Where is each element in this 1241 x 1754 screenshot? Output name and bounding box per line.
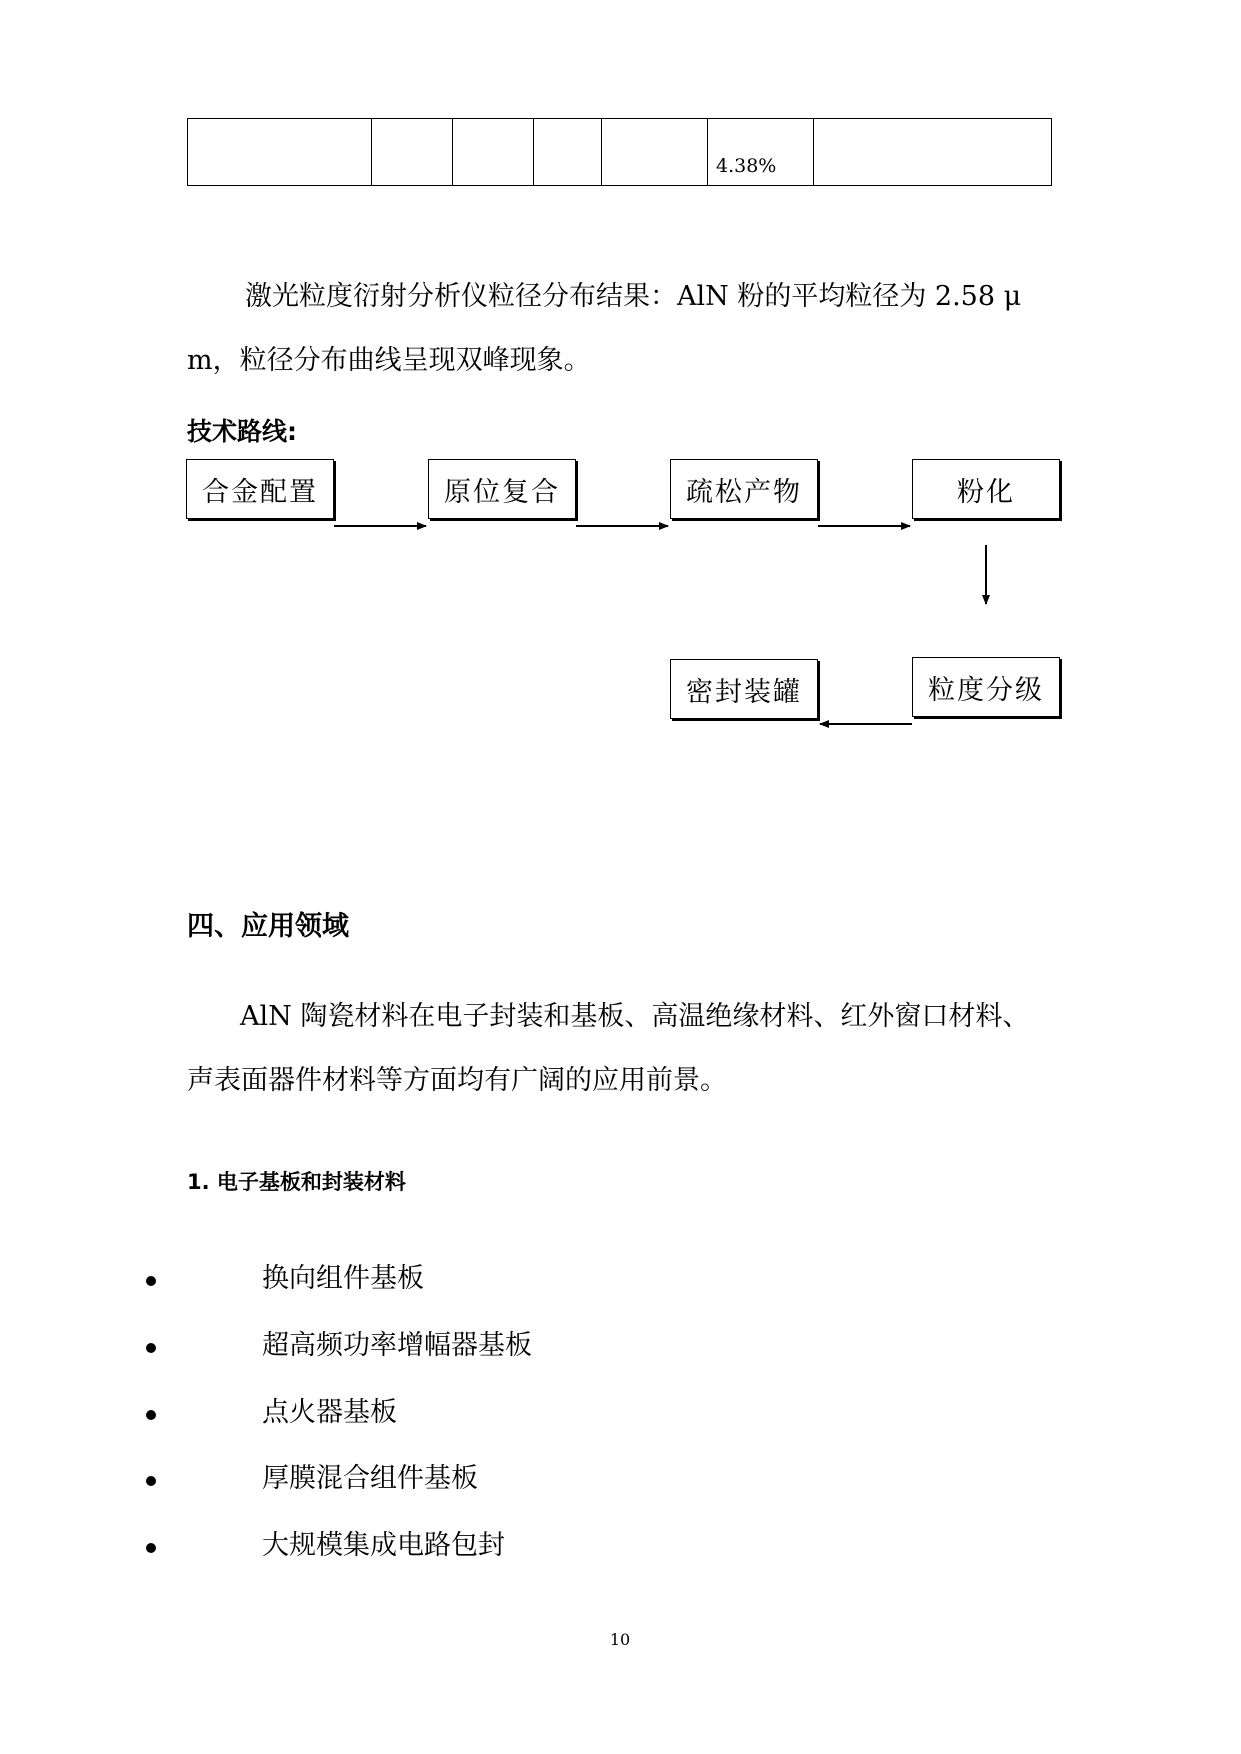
bullet-dot: [146, 1276, 156, 1286]
list-item: 点火器基板: [262, 1397, 397, 1428]
subsection-heading: 1. 电子基板和封装材料: [187, 1170, 406, 1194]
list-item: 超高频功率增幅器基板: [262, 1330, 532, 1361]
table-cell: 4.38%: [708, 119, 814, 186]
bullet-dot: [146, 1476, 156, 1486]
bullet-dot: [146, 1343, 156, 1353]
section-heading: 四、应用领域: [187, 911, 349, 942]
laser-result-line2: m，粒径分布曲线呈现双峰现象。: [187, 345, 591, 376]
list-item: 大规模集成电路包封: [262, 1530, 505, 1561]
flow-step-classify: 粒度分级: [912, 657, 1060, 717]
list-item: 厚膜混合组件基板: [262, 1463, 478, 1494]
tech-route-heading: 技术路线:: [187, 417, 297, 446]
section-para-line2: 声表面器件材料等方面均有广阔的应用前景。: [187, 1065, 727, 1096]
flow-step-seal: 密封装罐: [670, 659, 818, 719]
flow-step-loose: 疏松产物: [670, 459, 818, 519]
laser-result-line1: 激光粒度衍射分析仪粒径分布结果：AlN 粉的平均粒径为 2.58 μ: [245, 281, 1022, 312]
list-item: 换向组件基板: [262, 1263, 424, 1294]
page-number: 10: [609, 1630, 631, 1649]
flow-step-pulverize: 粉化: [912, 459, 1060, 519]
flow-step-insitu: 原位复合: [428, 459, 576, 519]
flow-step-alloy: 合金配置: [186, 459, 334, 519]
section-para-line1: AlN 陶瓷材料在电子封装和基板、高温绝缘材料、红外窗口材料、: [240, 1001, 1030, 1032]
bullet-dot: [146, 1410, 156, 1420]
bullet-dot: [146, 1543, 156, 1553]
